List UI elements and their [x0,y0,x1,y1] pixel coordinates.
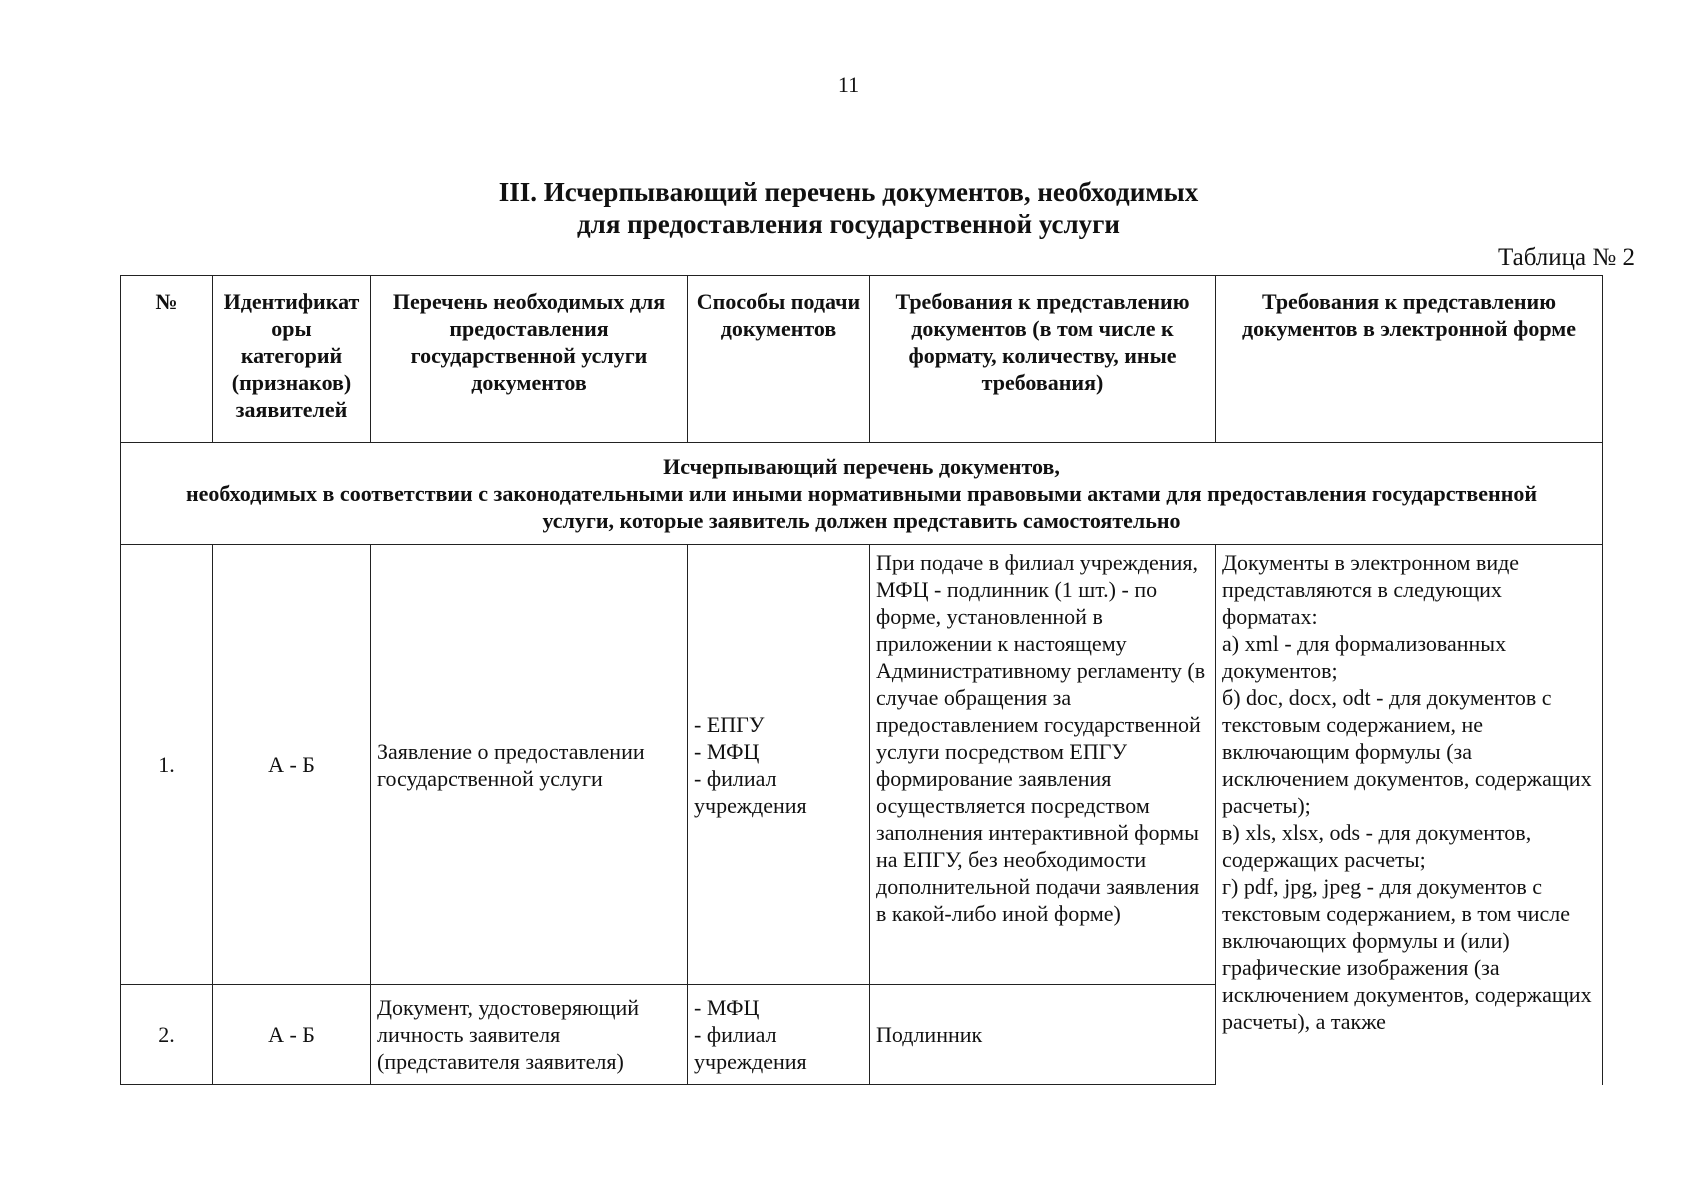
page-number: 11 [837,72,860,97]
section-heading [0,176,1697,240]
column-header-number: № [121,276,213,443]
row-requirements: При подаче в филиал учреждения, МФЦ - подлинник (1 шт.) - по форме, установленной в приложении к настоящему Административному регламенту (в случае обращения за предоставлением государственной услуги посредством ЕПГУ формирование заявления осуществляется посредством заполнения интерактивной формы на ЕПГУ, без необходимости дополнительной подачи заявления в какой-либо иной форме) [870,545,1216,985]
row-methods [688,545,870,985]
electronic-item: б) doc, docx, odt - для документов с текстовым содержанием, не включающим формулы (за исключением документов, содержащих расчеты); [1222,685,1592,818]
section-line-2: необходимых в соответствии с законодательными или иными нормативными правовыми актами для предоставления государственной [185,481,1538,506]
column-header-electronic: Требования к представлению документов в электронной форме [1216,276,1603,443]
section-title [121,443,1603,545]
table-header-row [121,276,1603,443]
documents-table [120,275,1603,1085]
section-line-1: Исчерпывающий перечень документов, [663,454,1060,479]
row-document: Заявление о предоставлении государственной услуги [371,545,688,985]
method-item: - МФЦ [694,738,760,764]
electronic-item: г) pdf, jpg, jpeg - для документов с текстовым содержанием, в том числе включающих формулы и (или) графические изображения (за исключением документов, содержащих расчеты), а также [1222,874,1592,1034]
table-label: Таблица № 2 [1497,244,1635,271]
row-electronic-requirements [1216,545,1603,1085]
heading-line-2: для предоставления государственной услуги [577,209,1120,239]
method-item: - МФЦ [694,995,760,1020]
column-header-methods: Способы подачи документов [688,276,870,443]
heading-line-1: III. Исчерпывающий перечень документов, необходимых [498,177,1199,207]
section-row [121,443,1603,545]
column-header-documents: Перечень необходимых для предоставления государственной услуги документов [371,276,688,443]
column-header-categories: Идентификат оры категорий (признаков) заявителей [213,276,371,443]
column-header-requirements: Требования к представлению документов (в том числе к формату, количеству, иные требования) [870,276,1216,443]
section-line-3: услуги, которые заявитель должен представить самостоятельно [542,508,1181,533]
row-category: А - Б [213,985,371,1085]
row-requirements: Подлинник [870,985,1216,1085]
method-item: - филиал учреждения [694,1022,807,1074]
electronic-item: а) xml - для формализованных документов; [1222,631,1507,683]
row-document: Документ, удостоверяющий личность заявителя (представителя заявителя) [371,985,688,1085]
row-category: А - Б [213,545,371,985]
method-item: - филиал учреждения [694,765,807,818]
electronic-item: Документы в электронном виде представляются в следующих форматах: [1222,550,1520,629]
table-row [121,545,1603,985]
row-methods [688,985,870,1085]
row-number: 1. [121,545,213,985]
row-number: 2. [121,985,213,1085]
electronic-item: в) xls, xlsx, ods - для документов, содержащих расчеты; [1222,820,1532,872]
method-item: - ЕПГУ [694,711,765,737]
